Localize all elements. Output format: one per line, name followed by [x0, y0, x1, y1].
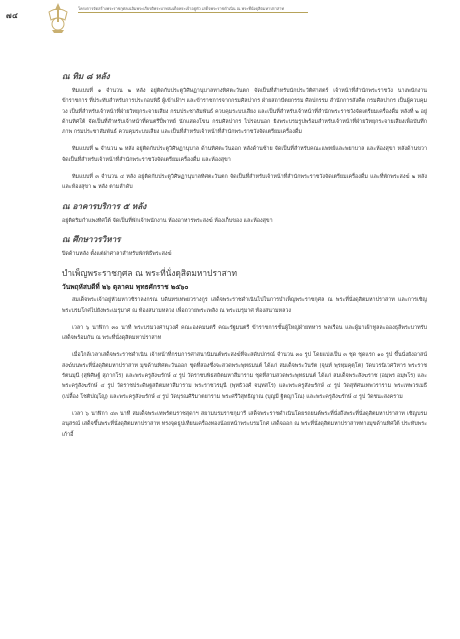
page-number: ๗๔: [6, 11, 19, 20]
ceremony-date: วันพฤหัสบดีที่ ๒๖ ตุลาคม พุทธศักราช ๒๕๖๐: [62, 283, 189, 292]
header-rule: [78, 12, 308, 13]
main-content: [62, 70, 427, 447]
paragraph: ทิมแบบที่ ๓ จำนวน ๔ หลัง อยู่ติดกับประตูวิศิษฏานุบาลทิศตะวันตก จัดเป็นที่สำหรับเจ้าหน้าที่สำนักพระราชวังจัดเตรียมเครื่องดื่ม และที่พักพระสงฆ์ ๒ หลัง และห้องสุขา ๒ หลัง ตามลำดับ: [62, 174, 427, 191]
paragraph: เวลา ๖ นาฬิกา ๔๓ นาที สมเด็จพระเทพรัตนราชสุดาฯ สยามบรมราชกุมารี เสด็จพระราชดำเนินโดยรถยนต์พระที่นั่งถึงพระที่นั่งดุสิตมหาปราสาท เชิญบรมอนุสรณ์ เสด็จขึ้นพระที่นั่งดุสิตมหาปราสาท ทรงจุดธูปเทียนเครื่องทองน้อยหน้าพระบรมโกศ เสด็จออก ณ พระที่นั่งดุสิตมหาปราสาททางมุขด้านทิศใต้ ประทับพระเก้าอี้: [62, 410, 427, 438]
royal-emblem-icon: [43, 2, 73, 34]
running-header: โครงการจัดสร้างพระราชกุศลเฉลิมพระเกียรติพระบาทสมเด็จพระเจ้าอยู่หัว เสด็จพระราชดำเนิน ณ พระที่นั่งดุสิตมหาปราสาท: [78, 6, 285, 11]
paragraph: ปิดด้านหลัง ตั้งแต่ฝาศาลาสำหรับพักพิธีพระสงฆ์: [62, 250, 172, 257]
paragraph: ทิมแบบที่ ๒ จำนวน ๒ หลัง อยู่ติดกับประตูวิศิษฏานุบาล ด้านทิศตะวันออก หลังด้านซ้าย จัดเป็นที่สำหรับคณะแพทย์และพยาบาล และห้องสุขา หลังด้านขวา จัดเป็นที่สำหรับเจ้าหน้าที่สำนักพระราชวังจัดเตรียมเครื่องดื่ม และห้องสุขา: [62, 146, 427, 163]
section-heading: ณ ศึกษาวรวิหาร: [62, 233, 121, 244]
paragraph: อยู่ติดริมกำแพงทิศใต้ จัดเป็นที่พักเจ้าพนักงาน ห้องอาหารพระสงฆ์ ห้องเก็บของ และห้องสุขา: [62, 217, 273, 224]
paragraph: สมเด็จพระเจ้าอยู่หัวมหาวชิราลงกรณ บดินทรเทพยวรางกูร เสด็จพระราชดำเนินไปในการบำเพ็ญพระราชกุศล ณ พระที่นั่งดุสิตมหาปราสาท และการเชิญพระบรมโกศไปยังพระเมรุมาศ ณ ท้องสนามหลวง เพื่อถวายพระเพลิง ณ พระเมรุมาศ ท้องสนามหลวง: [62, 297, 427, 314]
section-heading: ณ อาคารบริการ ๕ หลัง: [62, 200, 147, 211]
page-header: [0, 0, 460, 40]
paragraph: ทิมแบบที่ ๑ จำนวน ๒ หลัง อยู่ติดกับประตูวิศิษฏานุบาลทางทิศตะวันตก จัดเป็นที่สำหรับนักประวัติศาสตร์ เจ้าหน้าที่สำนักพระราชวัง นางพนักงาน ข้าราชการ ที่ประทับสำหรับการประกอบพิธี ผู้เข้าเฝ้าฯ และข้าราชการจากกรมศิลปากร ฝ่ายสถาปัตยกรรม ศิลปกรรม สำนักการสังคีต กรมศิลปากร เป็นผู้ควบคุมวง เป็นที่สำหรับเจ้าหน้าที่ฝ่ายวิทยุกระจายเสียง กรมประชาสัมพันธ์ ควบคุมระบบเสียง และเป็นที่สำหรับเจ้าหน้าที่สำนักพระราชวังจัดเตรียมเครื่องดื่ม หลังที่ ๒ อยู่ด้านทิศใต้ จัดเป็นที่สำหรับเจ้าหน้าที่ดนตรีปี่พาทย์ นักแสดงโขน กรมศิลปากร ไปรอบนอก ยิงพระบรมรูปพร้อมสำหรับเจ้าหน้าที่ฝ่ายวิทยุกระจายเสียงเพื่อบันทึกภาพ กรมประชาสัมพันธ์ ควบคุมระบบเสียง และเป็นที่สำหรับเจ้าหน้าที่สำนักพระราชวังจัดเตรียมเครื่องดื่ม: [62, 88, 427, 136]
paragraph: เมื่อใกล้เวลาเสด็จพระราชดำเนิน เจ้าหน้าที่กรมการศาสนานิมนต์พระสงฆ์ที่จะสดับปกรณ์ จำนวน ๓๐ รูป โดยแบ่งเป็น ๓ ชุด ชุดแรก ๑๐ รูป ขึ้นนั่งยังอาสน์สงฆ์บนพระที่นั่งดุสิตมหาปราสาท มุขด้านทิศตะวันออก ชุดที่สองซึ่งจะสวดพระพุทธมนต์ ได้แก่ สมเด็จพระวันรัต (จุนท์ พฺรหฺมคุตฺโต) วัดบวรนิเวศวิหาร พระราชรัตนมุนี (สุพิศิษฐ์ สุภากโร) และพระครูสังฆรักษ์ ๔ รูป วัดราชบพิธสถิตมหาสีมาราม ชุดที่สามสวดพระพุทธมนต์ ได้แก่ สมเด็จพระสังฆราช (อมฺพร อมฺพโร) และพระครูสังฆรักษ์ ๔ รูป วัดราชประดิษฐสถิตมหาสีมาราม พระราชวรมุนี (พุทธิวงศ์ จนฺทสโร) และพระครูสังฆรักษ์ ๔ รูป วัดสุทัศนเทพวราราม พระเทพวรเมธี (เปลื้อง โชติปญฺโญ) และพระครูสังฆรักษ์ ๔ รูป วัดบุรณศิริมาตยาราม พระศรีวิสุทธิญาณ (บุญมี ฐิตญาโณ) และพระครูสังฆรักษ์ ๔ รูป วัดชนะสงคราม: [62, 352, 427, 400]
section-heading: ณ ทิม ๘ หลัง: [62, 71, 110, 81]
ceremony-title: บำเพ็ญพระราชกุศล ณ พระที่นั่งดุสิตมหาปราสาท: [62, 268, 237, 279]
paragraph: เวลา ๖ นาฬิกา ๓๐ นาที พระบรมวงศานุวงศ์ คณะองคมนตรี คณะรัฐมนตรี ข้าราชการชั้นผู้ใหญ่ฝ่ายทหาร พลเรือน และผู้มาเฝ้าทูลละอองธุลีพระบาทรับเสด็จพร้อมกัน ณ พระที่นั่งดุสิตมหาปราสาท: [62, 324, 427, 342]
